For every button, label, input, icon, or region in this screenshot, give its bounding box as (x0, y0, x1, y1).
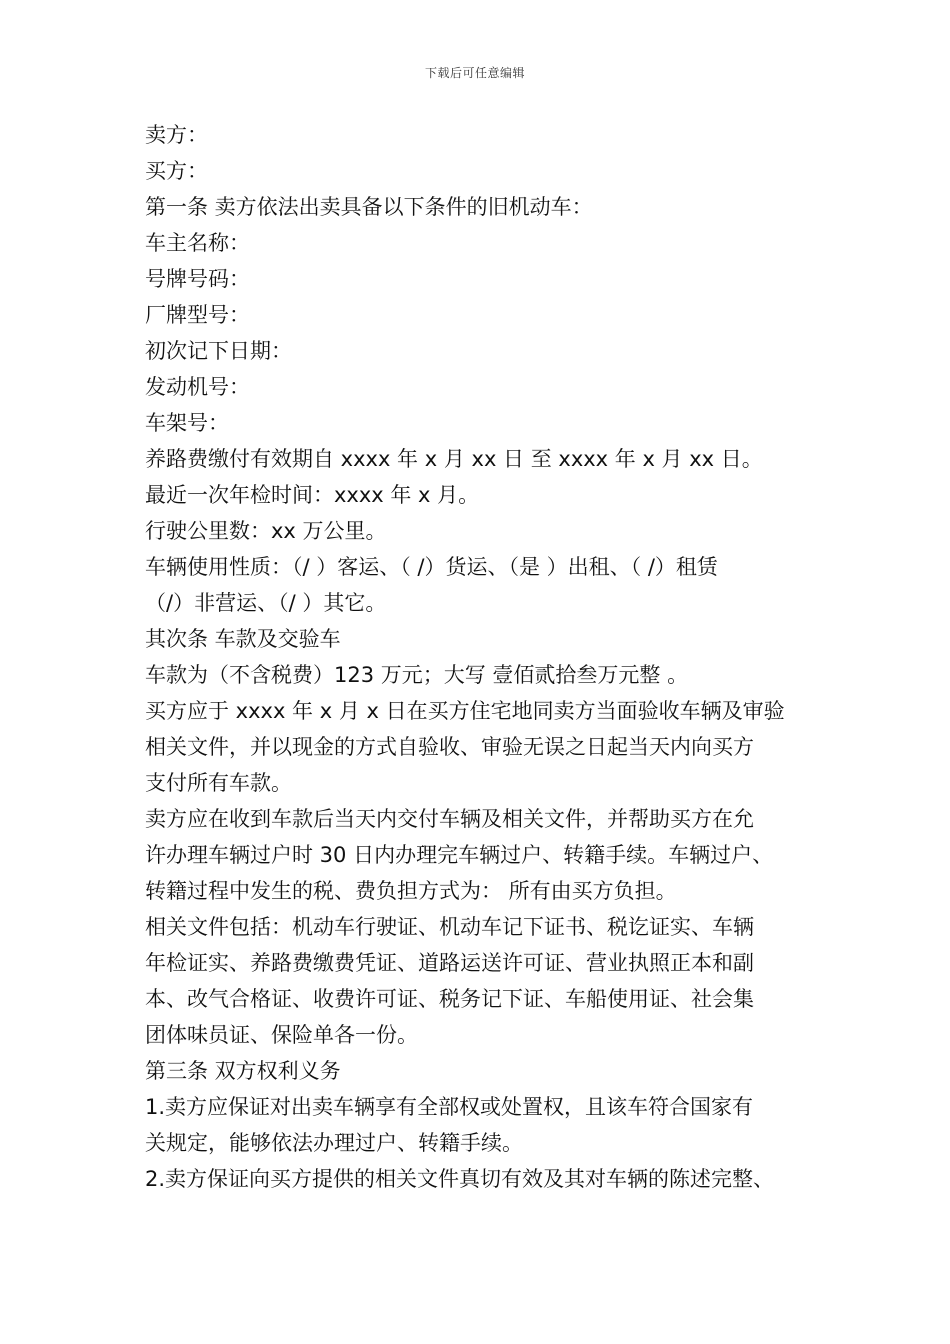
brand-model-line: 厂牌型号： (145, 303, 250, 327)
usage-type-line: 车辆使用性质：（/ ）客运、（ /）货运、（是 ）出租、（ /）租赁 (145, 555, 718, 579)
road-fee-validity-line: 养路费缴付有效期自 xxxx 年 x 月 xx 日 至 xxxx 年 x 月 xx 日。 (145, 447, 763, 471)
usage-type-line-cont: （/）非营运、（/ ）其它。 (145, 591, 387, 615)
price-line: 车款为（不含税费）123 万元；大写 壹佰贰拾叁万元整 。 (145, 663, 689, 687)
article-one-heading: 第一条 卖方依法出卖具备以下条件的旧机动车： (145, 195, 593, 219)
clause-one-line: 1.卖方应保证对出卖车辆享有全部权或处置权，且该车符合国家有 (145, 1095, 754, 1119)
article-two-heading: 其次条 车款及交验车 (145, 627, 341, 651)
buyer-line: 买方： (145, 159, 208, 183)
seller-line: 卖方： (145, 123, 208, 147)
delivery-paragraph-line: 卖方应在收到车款后当天内交付车辆及相关文件，并帮助买方在允 (145, 807, 754, 831)
documents-paragraph-line: 团体味员证、保险单各一份。 (145, 1023, 418, 1047)
clause-two-line: 2.卖方保证向买方提供的相关文件真切有效及其对车辆的陈述完整、 (145, 1167, 775, 1191)
page-header: 下载后可任意编辑 (424, 66, 525, 80)
documents-paragraph-line: 本、改气合格证、收费许可证、税务记下证、车船使用证、社会集 (145, 987, 754, 1011)
article-three-heading: 第三条 双方权利义务 (145, 1059, 341, 1083)
document-body (145, 117, 825, 1197)
mileage-line: 行驶公里数：xx 万公里。 (145, 519, 387, 543)
inspection-paragraph-line: 支付所有车款。 (145, 771, 292, 795)
delivery-paragraph-line: 转籍过程中发生的税、费负担方式为： 所有由买方负担。 (145, 879, 677, 903)
frame-number-line: 车架号： (145, 411, 229, 435)
first-registration-date-line: 初次记下日期： (145, 339, 292, 363)
inspection-paragraph-line: 相关文件，并以现金的方式自验收、审验无误之日起当天内向买方 (145, 735, 754, 759)
last-inspection-line: 最近一次年检时间：xxxx 年 x 月。 (145, 483, 480, 507)
clause-one-line: 关规定，能够依法办理过户、转籍手续。 (145, 1131, 523, 1155)
documents-paragraph-line: 相关文件包括：机动车行驶证、机动车记下证书、税讫证实、车辆 (145, 915, 754, 939)
plate-number-line: 号牌号码： (145, 267, 250, 291)
documents-paragraph-line: 年检证实、养路费缴费凭证、道路运送许可证、营业执照正本和副 (145, 951, 754, 975)
owner-name-line: 车主名称： (145, 231, 250, 255)
engine-number-line: 发动机号： (145, 375, 250, 399)
delivery-paragraph-line: 许办理车辆过户时 30 日内办理完车辆过户、转籍手续。车辆过户、 (145, 843, 774, 867)
inspection-paragraph-line: 买方应于 xxxx 年 x 月 x 日在买方住宅地同卖方当面验收车辆及审验 (145, 699, 785, 723)
